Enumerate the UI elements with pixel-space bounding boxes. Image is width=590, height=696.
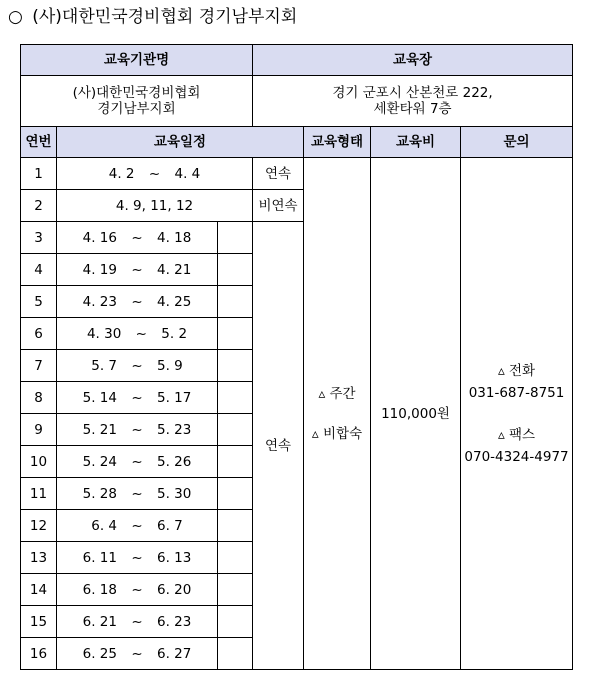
empty-cell (218, 542, 253, 574)
range-tilde: ~ (131, 613, 143, 630)
institution-line: (사)대한민국경비협회 (72, 85, 201, 101)
date-range (57, 510, 218, 542)
row-number: 1 (21, 158, 57, 190)
row-number: 4 (21, 254, 57, 286)
range-tilde: ~ (131, 549, 143, 566)
row-number: 6 (21, 318, 57, 350)
row-number: 8 (21, 382, 57, 414)
start-date: 5. 28 (82, 485, 117, 502)
row-number: 5 (21, 286, 57, 318)
row-number: 11 (21, 478, 57, 510)
type-item: ▵ 주간 (318, 385, 356, 402)
row-number: 2 (21, 190, 57, 222)
date-range (57, 318, 218, 350)
fee-header: 교육비 (371, 127, 461, 158)
start-date: 6. 18 (82, 581, 117, 598)
contact-header: 문의 (461, 127, 573, 158)
end-date: 5. 2 (161, 325, 188, 342)
range-tilde: ~ (148, 165, 161, 182)
empty-cell (218, 414, 253, 446)
date-range (57, 606, 218, 638)
row-number: 14 (21, 574, 57, 606)
range-tilde: ~ (131, 645, 143, 662)
range-tilde: ~ (135, 325, 147, 342)
start-date: 6. 21 (82, 613, 117, 630)
date-range (57, 478, 218, 510)
date-range (57, 446, 218, 478)
institution-line: 경기남부지회 (97, 101, 176, 117)
fee-cell: 110,000원 (371, 158, 461, 670)
row-number: 10 (21, 446, 57, 478)
range-tilde: ~ (131, 581, 143, 598)
empty-cell (218, 638, 253, 670)
schedule-table (20, 44, 573, 670)
end-date: 5. 9 (157, 357, 183, 374)
schedule-header: 교육일정 (57, 127, 304, 158)
start-date: 4. 2 (108, 165, 135, 182)
mode-cell: 비연속 (253, 190, 304, 222)
date-list: 4. 9, 11, 12 (57, 190, 253, 222)
table-row (21, 158, 573, 190)
date-range (57, 350, 218, 382)
end-date: 5. 23 (157, 421, 192, 438)
title-bullet: ○ (8, 7, 23, 27)
end-date: 4. 21 (157, 261, 192, 278)
range-tilde: ~ (131, 517, 143, 534)
range-tilde: ~ (131, 421, 143, 438)
range-tilde: ~ (131, 261, 143, 278)
row-number: 15 (21, 606, 57, 638)
fax-label: ▵ 팩스 (497, 426, 536, 443)
empty-cell (218, 254, 253, 286)
empty-cell (218, 286, 253, 318)
end-date: 5. 17 (157, 389, 192, 406)
date-range (57, 286, 218, 318)
range-tilde: ~ (131, 293, 143, 310)
venue-line: 경기 군포시 산본천로 222, (332, 85, 493, 101)
start-date: 6. 11 (82, 549, 117, 566)
row-number: 16 (21, 638, 57, 670)
start-date: 4. 16 (82, 229, 117, 246)
end-date: 4. 18 (157, 229, 192, 246)
end-date: 5. 30 (157, 485, 192, 502)
row-number: 12 (21, 510, 57, 542)
empty-cell (218, 350, 253, 382)
end-date: 4. 25 (157, 293, 192, 310)
mode-cell: 연속 (253, 158, 304, 190)
venue-header: 교육장 (253, 45, 573, 76)
start-date: 5. 21 (82, 421, 117, 438)
type-header: 교육형태 (304, 127, 371, 158)
range-tilde: ~ (131, 485, 143, 502)
end-date: 5. 26 (157, 453, 192, 470)
row-number: 3 (21, 222, 57, 254)
range-tilde: ~ (131, 357, 143, 374)
phone-number: 031-687-8751 (468, 384, 565, 401)
end-date: 6. 7 (157, 517, 183, 534)
start-date: 6. 4 (91, 517, 117, 534)
title-text: (사)대한민국경비협회 경기남부지회 (32, 7, 298, 27)
date-range (57, 574, 218, 606)
start-date: 4. 23 (82, 293, 117, 310)
start-date: 6. 25 (82, 645, 117, 662)
start-date: 4. 30 (86, 325, 122, 342)
date-range (57, 254, 218, 286)
date-range (57, 414, 218, 446)
phone-label: ▵ 전화 (497, 362, 536, 379)
date-range (57, 222, 218, 254)
row-number: 7 (21, 350, 57, 382)
empty-cell (218, 606, 253, 638)
range-tilde: ~ (131, 453, 143, 470)
date-range (57, 638, 218, 670)
institution-header: 교육기관명 (21, 45, 253, 76)
fax-number: 070-4324-4977 (464, 448, 569, 465)
institution-cell (21, 76, 253, 127)
end-date: 6. 13 (157, 549, 192, 566)
date-range (57, 382, 218, 414)
range-tilde: ~ (131, 229, 143, 246)
empty-cell (218, 222, 253, 254)
empty-cell (218, 382, 253, 414)
document-title (8, 4, 297, 30)
row-number: 13 (21, 542, 57, 574)
empty-cell (218, 446, 253, 478)
end-date: 6. 20 (157, 581, 192, 598)
empty-cell (218, 510, 253, 542)
start-date: 4. 19 (82, 261, 117, 278)
empty-cell (218, 318, 253, 350)
row-number: 9 (21, 414, 57, 446)
contact-cell (461, 158, 573, 670)
type-item: ▵ 비합숙 (311, 425, 363, 442)
merged-mode-cell: 연속 (253, 222, 304, 670)
start-date: 5. 24 (82, 453, 117, 470)
date-range (57, 542, 218, 574)
end-date: 6. 27 (157, 645, 192, 662)
venue-cell (253, 76, 573, 127)
end-date: 6. 23 (157, 613, 192, 630)
end-date: 4. 4 (174, 165, 201, 182)
start-date: 5. 14 (82, 389, 117, 406)
range-tilde: ~ (131, 389, 143, 406)
no-header: 연번 (21, 127, 57, 158)
date-range (57, 158, 253, 190)
start-date: 5. 7 (91, 357, 117, 374)
venue-line: 세환타워 7층 (373, 101, 452, 117)
type-cell (304, 158, 371, 670)
empty-cell (218, 574, 253, 606)
empty-cell (218, 478, 253, 510)
